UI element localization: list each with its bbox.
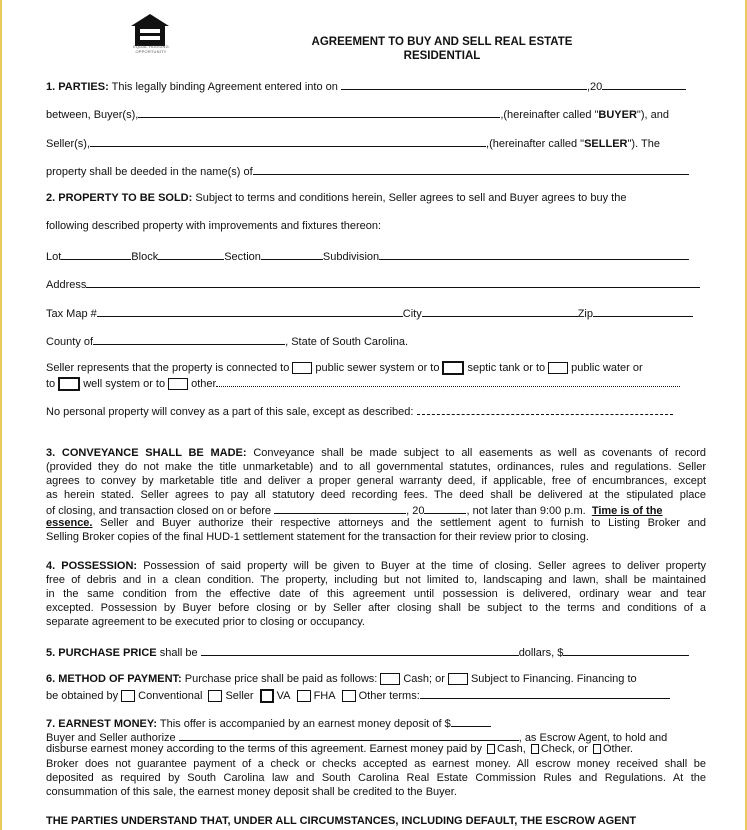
possession-line-5: separate agreement to be executed prior to closing or occupancy. (46, 616, 365, 628)
public-sewer-checkbox[interactable] (292, 362, 312, 374)
parties-line-1: 1. PARTIES: This legally binding Agreement entered into on ,20 (46, 78, 701, 93)
property-line-address: Address (46, 276, 701, 291)
closing-year-field[interactable] (424, 502, 466, 514)
agreement-year-field[interactable] (602, 78, 686, 90)
earnest-other-checkbox[interactable] (593, 744, 601, 754)
conveyance-line-5: of closing, and transaction closed on or before , 20 , not later than 9:00 p.m. Time is of the (46, 502, 701, 517)
zip-field[interactable] (593, 305, 693, 317)
personal-property-field[interactable] (417, 403, 673, 415)
property-line-county: County of , State of South Carolina. (46, 333, 701, 348)
price-amount-field[interactable] (563, 644, 689, 656)
property-line-1: 2. PROPERTY TO BE SOLD: Subject to terms and conditions herein, Seller agrees to sell and Buyer agrees to buy the (46, 192, 627, 204)
title-line-2: RESIDENTIAL (403, 50, 481, 62)
title-line-1: AGREEMENT TO BUY AND SELL REAL ESTATE (311, 36, 573, 48)
earnest-amount-field[interactable] (451, 715, 491, 727)
possession-line-1: 4. POSSESSION: Possession of said property will be given to Buyer at the time of closing. Seller agrees to deliver property (46, 560, 707, 572)
address-field[interactable] (86, 276, 700, 288)
earnest-line-1: 7. EARNEST MONEY: This offer is accompanied by an earnest money deposit of $ (46, 715, 701, 730)
document-title (262, 35, 622, 63)
conventional-checkbox[interactable] (121, 690, 135, 702)
lot-field[interactable] (61, 248, 131, 260)
footer-line: THE PARTIES UNDERSTAND THAT, UNDER ALL CIRCUMSTANCES, INCLUDING DEFAULT, THE ESCROW AGENT (46, 815, 637, 827)
parties-line-3: Seller(s), ,(hereinafter called "SELLER"). The (46, 135, 701, 150)
purchase-price-line: 5. PURCHASE PRICE shall be dollars, $ (46, 644, 701, 659)
seller-financing-checkbox[interactable] (208, 690, 222, 702)
possession-line-4: excepted. Possession by Buyer before closing or by Seller after closing shall be subject to the terms and conditions of a (46, 602, 706, 614)
conveyance-line-6: essence. Seller and Buyer authorize their respective attorneys and the settlement agent to furnish to Listing Broker and (46, 517, 706, 529)
earnest-line-3: disburse earnest money according to the terms of this agreement. Earnest money paid by Cash, Check, or Other. (46, 743, 633, 755)
possession-heading: 4. POSSESSION: (46, 560, 138, 572)
possession-line-2: free of debris and in a clean condition. The property, including but not limited to, landscaping and lawn, shall be maintained (46, 574, 706, 586)
price-words-field[interactable] (201, 644, 519, 656)
payment-line-2: be obtained by Conventional Seller VA FHA Other terms: (46, 687, 701, 703)
financing-checkbox[interactable] (448, 673, 468, 685)
well-system-checkbox[interactable] (58, 377, 80, 391)
earnest-line-2: Buyer and Seller authorize , as Escrow Agent, to hold and (46, 729, 701, 744)
property-line-connections-1: Seller represents that the property is connected to public sewer system or to septic tank or to public water or (46, 361, 643, 374)
public-water-checkbox[interactable] (548, 362, 568, 374)
earnest-line-5: deposited as required by South Carolina law and South Carolina Real Estate Commission Rules and Regulations. At the (46, 772, 706, 784)
agreement-date-field[interactable] (341, 78, 587, 90)
conveyance-line-7: Selling Broker copies of the final HUD-1 settlement statement for the transaction for their review prior to closing. (46, 531, 589, 543)
county-field[interactable] (93, 333, 285, 345)
conveyance-line-1: 3. CONVEYANCE SHALL BE MADE: Conveyance shall be made subject to all easements as well as covenants of record (46, 447, 707, 459)
city-field[interactable] (422, 305, 578, 317)
property-line-connections-2: to well system or to other (46, 375, 701, 391)
escrow-agent-field[interactable] (179, 729, 519, 741)
fha-checkbox[interactable] (297, 690, 311, 702)
possession-line-3: in the same condition from the effective date of this agreement until possession is delivered, ordinary wear and tear (46, 588, 706, 600)
buyer-name-field[interactable] (138, 106, 500, 118)
earnest-cash-checkbox[interactable] (487, 744, 495, 754)
property-line-2: following described property with improvements and fixtures thereon: (46, 220, 382, 232)
property-line-lot: Lot Block Section Subdivision (46, 248, 701, 263)
earnest-line-4: Broker does not guarantee payment of a check or checks accepted as earnest money. All escrow money received shall be (46, 758, 706, 770)
property-heading: 2. PROPERTY TO BE SOLD: (46, 192, 193, 204)
conveyance-line-4: as herein stated. Seller agrees to pay all statutory deed recording fees. The deed shall be delivered at the stipulated place (46, 489, 706, 501)
parties-line-4: property shall be deeded in the name(s) of (46, 163, 701, 178)
earnest-line-6: consummation of this sale, the earnest money deposit shall be credited to the Buyer. (46, 786, 457, 798)
subdivision-field[interactable] (379, 248, 689, 260)
va-checkbox[interactable] (260, 689, 274, 703)
closing-date-field[interactable] (274, 502, 406, 514)
section-field[interactable] (261, 248, 323, 260)
other-connection-field[interactable] (216, 375, 680, 387)
purchase-price-heading: 5. PURCHASE PRICE (46, 647, 157, 659)
other-connection-checkbox[interactable] (168, 378, 188, 390)
payment-heading: 6. METHOD OF PAYMENT: (46, 673, 182, 685)
conveyance-heading: 3. CONVEYANCE SHALL BE MADE: (46, 447, 247, 459)
property-line-taxmap: Tax Map # City Zip (46, 305, 701, 320)
earnest-heading: 7. EARNEST MONEY: (46, 718, 158, 730)
logo-caption: EQUAL HOUSING OPPORTUNITY (133, 44, 169, 54)
parties-line-2: between, Buyer(s), ,(hereinafter called "BUYER"), and (46, 106, 701, 121)
seller-name-field[interactable] (90, 135, 486, 147)
deed-names-field[interactable] (253, 163, 689, 175)
earnest-check-checkbox[interactable] (531, 744, 539, 754)
property-line-personal: No personal property will convey as a part of this sale, except as described: (46, 403, 701, 418)
cash-payment-checkbox[interactable] (380, 673, 400, 685)
tax-map-field[interactable] (97, 305, 403, 317)
parties-heading: 1. PARTIES: (46, 81, 109, 93)
conveyance-line-3: agrees to convey by marketable title and deliver a proper general warranty deed, if applicable, free of encumbrances, except (46, 475, 706, 487)
payment-line-1: 6. METHOD OF PAYMENT: Purchase price shall be paid as follows: Cash; or Subject to Financing. Financing to (46, 673, 637, 685)
other-terms-checkbox[interactable] (342, 690, 356, 702)
septic-tank-checkbox[interactable] (442, 361, 464, 375)
other-terms-field[interactable] (420, 687, 670, 699)
conveyance-line-2: (provided they do not make the title unmarketable) and to all governmental statutes, ordinances, rules and regulations. Seller (46, 461, 706, 473)
block-field[interactable] (158, 248, 224, 260)
